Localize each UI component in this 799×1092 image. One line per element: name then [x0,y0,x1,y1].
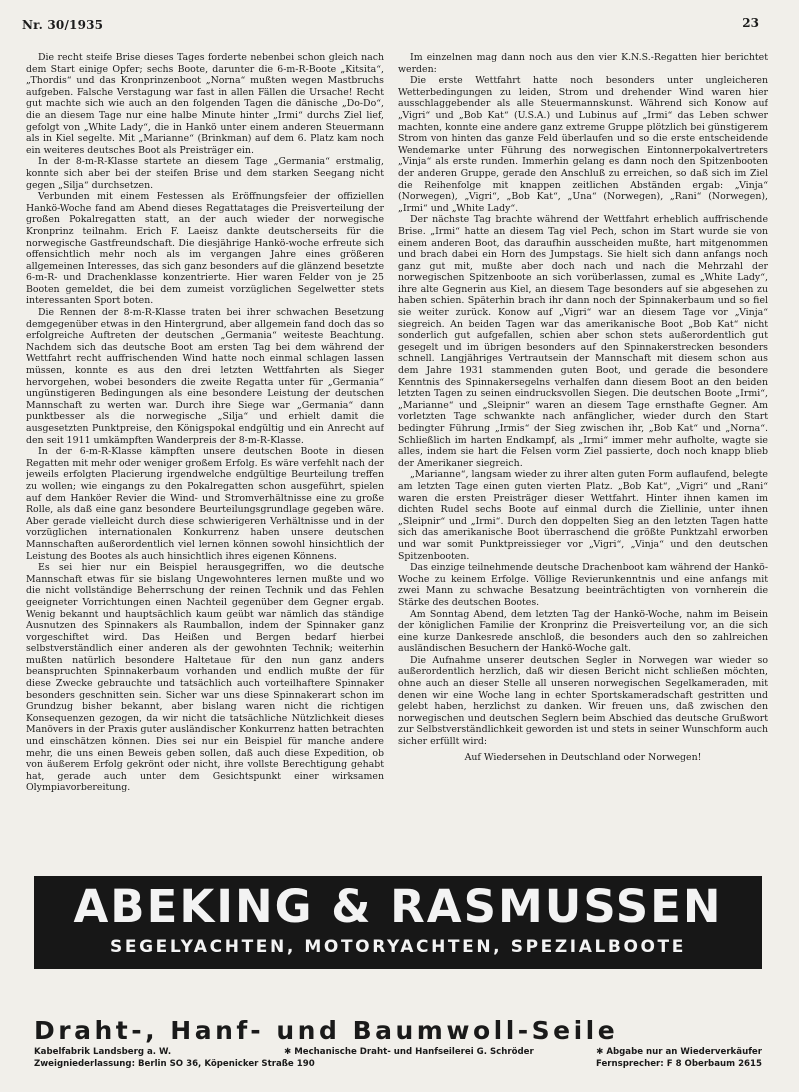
ad-seile-title: Draht-, Hanf- und Baumwoll-Seile [34,1016,619,1045]
advertisement-seile [34,1017,762,1073]
paragraph: In der 6-m-R-Klasse kämpften unsere deutschen Boote in diesen Regatten mit mehr oder weniger großem Erfolg. Es wäre verfehlt nach der jeweils erfolgten Placierung irgendwelche endgültige Beurteilung treffen zu wollen; wie eingangs zu den Pokalregatten schon ausgeführt, spielen auf dem Hanköer Revier die Wind- und Stromverhältnisse eine zu große Rolle, als daß eine ganz besondere Beurteilungsgrundlage gegeben wäre. Aber gerade vielleicht durch diese schwierigeren Verhältnisse und in der vorzüglichen internationalen Konkurrenz haben unsere deutschen Mannschaften außerordentlich viel lernen können sowohl hinsichtlich der Leistung des Bootes als auch hinsichtlich ihres eigenen Könnens. [26,446,384,562]
paragraph: Verbunden mit einem Festessen als Eröffnungsfeier der offiziellen Hankö-Woche fand am Abend dieses Regattatages die Preisverteilung der großen Pokalregatten statt, an der auch wieder der norwegische Kronprinz teilnahm. Erich F. Laeisz dankte deutscherseits für die norwegische Gastfreundschaft. Die diesjährige Hankö-woche erfreute sich offensichtlich mehr noch als im vergangen Jahre eines größeren allgemeinen Interesses, das sich ganz besonders auf die glänzend besetzte 6-m-R- und Drachenklasse konzentrierte. Hier waren Felder von je 25 Booten gemeldet, die bei dem zumeist vorzüglichen Segelwetter stets interessanten Sport boten. [26,191,384,307]
paragraph: Die Aufnahme unserer deutschen Segler in Norwegen war wieder so außerordentlich herzlich, daß wir diesen Bericht nicht schließen möchten, ohne auch an dieser Stelle all unseren norwegischen Segelkameraden, mit denen wir eine Woche lang in echter Sportskameradschaft gestritten und gelebt haben, herzlichst zu danken. Wir freuen uns, daß zwischen den norwegischen und deutschen Seglern beim Abschied das deutsche Grußwort zur Selbstverständlichkeit geworden ist und stets in seiner Wunschform auch sicher erfüllt wird: [398,654,768,748]
article-column-right [398,52,768,852]
ad-phone: Fernsprecher: F 8 Oberbaum 2615 [595,1059,762,1069]
advertisement-abeking-rasmussen [34,876,762,969]
page-header [0,0,799,40]
paragraph: Die Rennen der 8-m-R-Klasse traten bei ihrer schwachen Besetzung demgegenüber etwas in den Hintergrund, aber allgemein fand doch das so erfolgreiche Auftreten der deutschen „Germania“ weiteste Beachtung. Nachdem sich das deutsche Boot am ersten Tag bei dem während der Wettfahrt recht auffrischenden Wind hatte noch einmal schlagen lassen müssen, konnte es aus den drei letzten Wettfahrten als Sieger hervorgehen, wobei besonders die zweite Regatta unter für „Germania“ ungünstigeren Bedingungen als eine besondere Leistung der deutschen Mannschaft zu werten war. Durch ihre Siege war „Germania“ dann punktbesser als die norwegische „Silja“ und erhielt damit die ausgesetzten Punktpreise, den Königspokal endgültig und ein Anrecht auf den seit 1911 umkämpften Wanderpreis der 8-m-R-Klasse. [26,307,384,446]
ad-sales-note: ✱ Abgabe nur an Wiederverkäufer [596,1047,762,1057]
ad-branch-address: Zweigniederlassung: Berlin SO 36, Köpenicker Straße 190 [34,1059,315,1069]
paragraph: Die recht steife Brise dieses Tages forderte nebenbei schon gleich nach dem Start einige Opfer; sechs Boote, darunter die 6-m-R-Boote „Kitsita“, „Thordis“ und das Kronprinzenboot „Norna“ mußten wegen Mastbruchs aufgeben. Falsche Verstagung war fast in allen Fällen die Ursache! Recht gut machte sich wie auch an den folgenden Tagen die dänische „Do-Do“, die an diesem Tage nur eine halbe Minute hinter „Irmi“ durchs Ziel lief, gefolgt von „White Lady“, die in Hankö unter einem anderen Steuermann als in Kiel segelte. Mit „Marianne“ (Brinkman) auf dem 6. Platz kam noch ein weiteres deutsches Boot als Preisträger ein. [26,52,384,156]
ad-brand-title: ABEKING & RASMUSSEN [73,880,723,933]
paragraph: Im einzelnen mag dann noch aus den vier K.N.S.-Regatten hier berichtet werden: [398,52,768,75]
ad-company: Kabelfabrik Landsberg a. W. [34,1047,172,1057]
page-number: 23 [742,16,759,30]
paragraph: Der nächste Tag brachte während der Wettfahrt erheblich auffrischende Brise. „Irmi“ hatte an diesem Tag viel Pech, schon im Start wurde sie von einem anderen Boot, das daraufhin ausscheiden mußte, hart mitgenommen und brach dabei ein Horn des Jumpstags. Sie hielt sich dann anfangs noch ganz gut mit, mußte aber doch nach und nach die Mehrzahl der norwegischen Spitzenboote an sich vorüberlassen, zumal es „White Lady“, ihre alte Gegnerin aus Kiel, an diesem Tage besonders auf sie abgesehen zu haben schien. Späterhin brach ihr dann noch der Spinnakerbaum und so fiel sie weiter zurück. Konow auf „Vigri“ war an diesem Tage vor „Vinja“ siegreich. An beiden Tagen war das amerikanische Boot „Bob Kat“ nicht sonderlich gut aufgefallen, schien aber schon stets außerordentlich gut gesegelt und im übrigen besonders auf den Spinnakerstrecken besonders schnell. Langjähriges Vertrautsein der Mannschaft mit diesem schon aus dem Jahre 1931 stammenden guten Boot, und gerade die besondere Kenntnis des Spinnakersegelns verhalfen dann diesem Boot an den beiden letzten Tagen zu seinen eindrucksvollen Siegen. Die deutschen Boote „Irmi“, „Marianne“ und „Sleipnir“ waren an diesem Tage ernsthafte Gegner. Am vorletzten Tage schwankte nach anfänglicher, wieder durch den Start bedingter Führung „Irmis“ der Sieg zwischen ihr, „Bob Kat“ und „Norna“. Schließlich im harten Endkampf, als „Irmi“ immer mehr aufholte, wagte sie alles, indem sie hart die Felsen vorm Ziel passierte, doch noch knapp blieb der Amerikaner siegreich. [398,214,768,469]
paragraph: Es sei hier nur ein Beispiel herausgegriffen, wo die deutsche Mannschaft etwas für sie bislang Ungewohnteres lernen mußte und wo die nicht vollständige Beherrschung der reinen Technik und das Fehlen geeigneter Vorrichtungen einen Nachteil gegenüber dem Gegner ergab. Wenig bekannt und hauptsächlich kaum geübt war nämlich das ständige Ausnutzen des Spinnakers als Raumballon, indem der Spinnaker ganz vorgeschiftet wird. Das Heißen und Bergen bedarf hierbei selbstverständlich einer anderen als der gewohnten Technik; weiterhin mußten natürlich besondere Haltetaue für den nun ganz anders beanspruchten Spinnakerbaum vorhanden und endlich mußte der für diese Zwecke gebrauchte und tatsächlich auch vorteilhaftere Spinnaker besonders geschnitten sein. Sicher war uns diese Spinnakerart schon im Grundzug bisher bekannt, aber bislang waren nicht die richtigen Konsequenzen gezogen, da wir nicht die tatsächliche Nützlichkeit dieses Manövers in der Praxis guter ausländischer Konkurrenz hatten betrachten und einschätzen können. Dies sei nur ein Beispiel für manche andere mehr, die uns einen Beweis geben sollen, daß auch diese Expedition, ob von äußerem Erfolg gekrönt oder nicht, ihre vollste Berechtigung gehabt hat, gerade auch unter dem Gesichtspunkt einer wirksamen Olympiavorbereitung. [26,562,384,794]
closing-line: Auf Wiedersehen in Deutschland oder Norwegen! [464,751,702,763]
paragraph: „Marianne“, langsam wieder zu ihrer alten guten Form auflaufend, belegte am letzten Tage einen guten vierten Platz. „Bob Kat“, „Vigri“ und „Rani“ waren die ersten Preisträger dieser Wettfahrt. Hinter ihnen kamen im dichten Rudel sechs Boote auf einmal durch die Ziellinie, unter ihnen „Sleipnir“ und „Irmi“. Durch den doppelten Sieg an den letzten Tagen hatte sich das amerikanische Boot überraschend die größte Punktzahl erworben und war somit Punktpreissieger vor „Vigri“, „Vinja“ und den deutschen Spitzenbooten. [398,469,768,562]
paragraph: In der 8-m-R-Klasse startete an diesem Tage „Germania“ erstmalig, konnte sich aber bei der steifen Brise und dem starken Seegang nicht gegen „Silja“ durchsetzen. [26,156,384,191]
ad-company-detail: ✱ Mechanische Draht- und Hanfseilerei G. Schröder [284,1047,534,1057]
issue-number: Nr. 30/1935 [22,18,104,32]
paragraph: Die erste Wettfahrt hatte noch besonders unter ungleicheren Wetterbedingungen zu leiden, Strom und drehender Wind waren hier ausschlaggebender als alle Steuermannskunst. Während sich Konow auf „Vigri“ und „Bob Kat“ (U.S.A.) und Lubinus auf „Irmi“ das Leben schwer machten, konnte eine andere ganz extreme Gruppe plötzlich bei günstigerem Strom von hinten das ganze Feld überlaufen und so die erste entscheidende Wendemarke unter Führung des norwegischen Eintonnerpokalvertreters „Vinja“ als erste runden. Immerhin gelang es dann noch den Spitzenbooten der anderen Gruppe, gerade den Anschluß zu erreichen, so daß sich im Ziel die Reihenfolge mit knappen zeitlichen Abständen ergab: „Vinja“ (Norwegen), „Vigri“, „Bob Kat“, „Una“ (Norwegen), „Rani“ (Norwegen), „Irmi“ und „White Lady“. [398,75,768,214]
paragraph: Das einzige teilnehmende deutsche Drachenboot kam während der Hankö-Woche zu keinem Erfolge. Völlige Revierunkenntnis und eine anfangs mit zwei Mann zu schwache Besatzung beeinträchtigten von vornherein die Stärke des deutschen Bootes. [398,562,768,608]
article-column-left [26,52,384,852]
ad-brand-subtitle: SEGELYACHTEN, MOTORYACHTEN, SPEZIALBOOTE [110,937,686,957]
paragraph: Am Sonntag Abend, dem letzten Tag der Hankö-Woche, nahm im Beisein der königlichen Familie der Kronprinz die Preisverteilung vor, an die sich eine kurze Dankesrede anschloß, die besonders auch den so zahlreichen ausländischen Besuchern der Hankö-Woche galt. [398,608,768,655]
